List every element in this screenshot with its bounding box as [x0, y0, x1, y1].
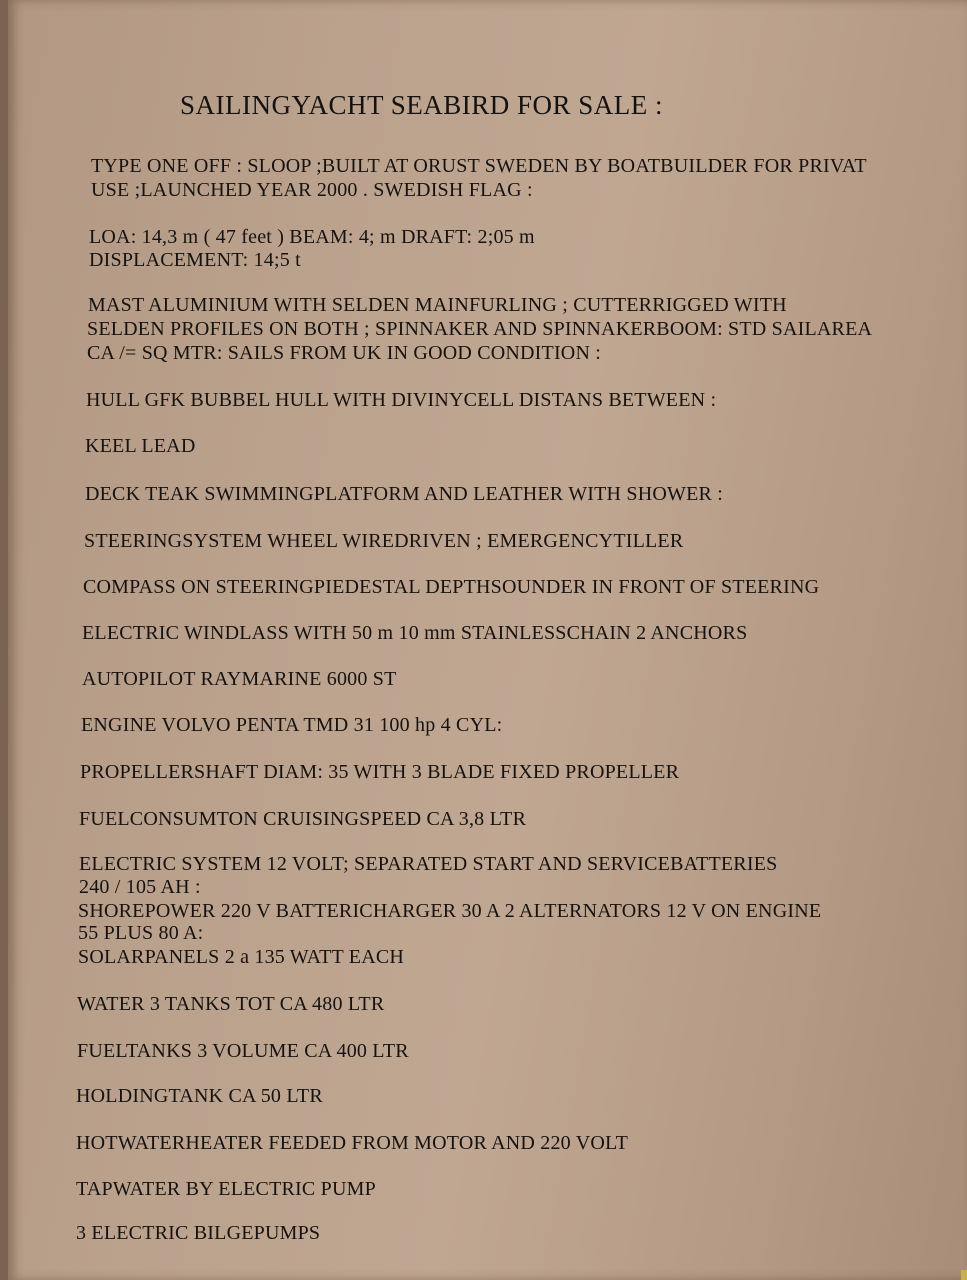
spec-line-holdingtank: HOLDINGTANK CA 50 LTR: [76, 1085, 323, 1107]
spec-line-displacement: DISPLACEMENT: 14;5 t: [89, 249, 301, 271]
spec-line-keel: KEEL LEAD: [85, 435, 196, 457]
spec-line-bilgepumps: 3 ELECTRIC BILGEPUMPS: [76, 1222, 321, 1244]
spec-line-tapwater: TAPWATER BY ELECTRIC PUMP: [76, 1178, 376, 1200]
spec-line-profiles: SELDEN PROFILES ON BOTH ; SPINNAKER AND SPINNAKERBOOM: STD SAILAREA: [87, 318, 873, 340]
spec-line-launched: USE ;LAUNCHED YEAR 2000 . SWEDISH FLAG :: [91, 179, 533, 201]
spec-line-shorepower: SHOREPOWER 220 V BATTERICHARGER 30 A 2 ALTERNATORS 12 V ON ENGINE: [78, 900, 822, 922]
page-title: SAILINGYACHT SEABIRD FOR SALE :: [180, 90, 664, 120]
spec-line-fueltanks: FUELTANKS 3 VOLUME CA 400 LTR: [77, 1040, 409, 1062]
spec-line-solarpanels: SOLARPANELS 2 a 135 WATT EACH: [78, 946, 405, 968]
spec-line-alternator-output: 55 PLUS 80 A:: [78, 922, 204, 944]
spec-line-windlass: ELECTRIC WINDLASS WITH 50 m 10 mm STAINLESSCHAIN 2 ANCHORS: [82, 622, 748, 644]
spec-line-type: TYPE ONE OFF : SLOOP ;BUILT AT ORUST SWEDEN BY BOATBUILDER FOR PRIVAT: [91, 155, 867, 177]
spec-line-autopilot: AUTOPILOT RAYMARINE 6000 ST: [82, 668, 397, 690]
spec-line-steering: STEERINGSYSTEM WHEEL WIREDRIVEN ; EMERGENCYTILLER: [84, 530, 684, 552]
spec-line-engine: ENGINE VOLVO PENTA TMD 31 100 hp 4 CYL:: [81, 714, 503, 736]
corner-mark: [961, 1270, 967, 1280]
document-page: [8, 0, 967, 1280]
spec-line-fuelconsumption: FUELCONSUMTON CRUISINGSPEED CA 3,8 LTR: [79, 808, 527, 830]
spec-line-battery-capacity: 240 / 105 AH :: [79, 876, 201, 898]
spec-line-water: WATER 3 TANKS TOT CA 480 LTR: [77, 993, 385, 1015]
spec-line-hotwaterheater: HOTWATERHEATER FEEDED FROM MOTOR AND 220 VOLT: [76, 1132, 628, 1154]
spec-line-dimensions: LOA: 14,3 m ( 47 feet ) BEAM: 4; m DRAFT: 2;05 m: [89, 226, 535, 248]
spec-line-hull: HULL GFK BUBBEL HULL WITH DIVINYCELL DISTANS BETWEEN :: [86, 389, 717, 411]
spec-line-mast: MAST ALUMINIUM WITH SELDEN MAINFURLING ; CUTTERRIGGED WITH: [88, 294, 787, 316]
spec-line-sails: CA /= SQ MTR: SAILS FROM UK IN GOOD CONDITION :: [87, 342, 602, 364]
spec-line-deck: DECK TEAK SWIMMINGPLATFORM AND LEATHER WITH SHOWER :: [85, 483, 723, 505]
spec-line-electric-system: ELECTRIC SYSTEM 12 VOLT; SEPARATED START AND SERVICEBATTERIES: [79, 853, 778, 875]
spec-line-compass: COMPASS ON STEERINGPIEDESTAL DEPTHSOUNDER IN FRONT OF STEERING: [83, 576, 820, 598]
spec-line-propellershaft: PROPELLERSHAFT DIAM: 35 WITH 3 BLADE FIXED PROPELLER: [80, 761, 680, 783]
